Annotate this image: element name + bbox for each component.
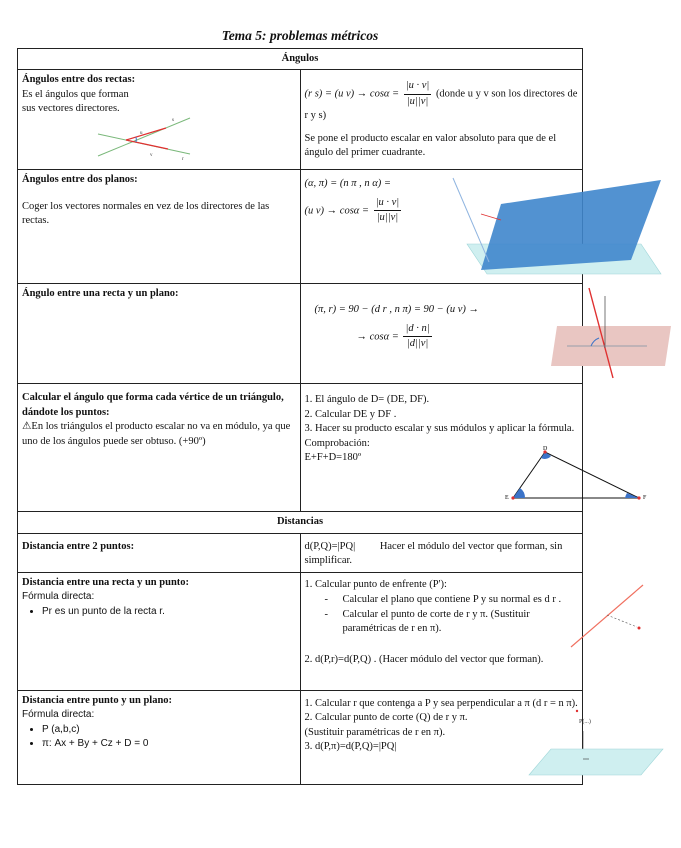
line-r: [571, 585, 643, 647]
row-triangulo-right: [300, 384, 646, 512]
row-heading: Ángulo entre una recta y un plano:: [22, 288, 179, 300]
triangle-figure: [501, 444, 651, 508]
row-heading: Ángulos entre dos rectas:: [22, 74, 136, 86]
list-item: • P (a,b,c): [42, 723, 296, 737]
formula-lhs: (r s) = (u v) → cosα =: [304, 88, 400, 100]
warning-text: ⚠En los triángulos el producto escalar no va en módulo, ya que uno de los ángulos puede ser obtuso. (+90º): [22, 421, 291, 447]
fraction-den: |d||v|: [406, 338, 429, 350]
formula: d(P,Q)=|PQ|: [304, 540, 356, 552]
label-s: s: [172, 118, 174, 124]
row-description: Es el ángulos que forman sus vectores directores.: [22, 88, 129, 115]
row-triangulo-left: [18, 384, 301, 512]
label-d: D: [542, 446, 547, 453]
row-dist-recta-punto-left: [18, 572, 301, 690]
fraction: [403, 322, 431, 352]
row-angulo-recta-plano-right: [300, 284, 583, 384]
angle-f: [625, 493, 639, 498]
section-header-angulos: Ángulos: [18, 49, 583, 70]
point-plane-figure: [523, 699, 673, 779]
label-v: v: [150, 153, 153, 159]
list-item: - Calcular el plano que contiene P y su normal es d r .: [325, 593, 579, 607]
point-p: [637, 626, 640, 629]
page-title: Tema 5: problemas métricos: [221, 28, 379, 43]
step-1: 1. Calcular r que contenga a P y sea perpendicular a π (d r = n π).: [304, 697, 578, 709]
row-angulo-planos-left: [18, 170, 301, 284]
row-heading: Distancia entre una recta y un punto:: [22, 576, 190, 588]
step-3: 3. d(P,π)=d(P,Q)=|PQ|: [304, 741, 397, 753]
content-table: [17, 48, 646, 785]
fraction-num: |d · n|: [403, 322, 431, 337]
row-dist-recta-punto-right: [300, 572, 583, 690]
step-3: 3. Hacer su producto escalar y sus módulos y aplicar la fórmula.: [304, 423, 575, 435]
fraction-num: |u · v|: [404, 79, 432, 94]
step-2: 2. Calcular punto de corte (Q) de r y π.: [304, 712, 468, 724]
line-plane-figure: [547, 286, 677, 380]
formula-lhs: (u v) → cosα =: [304, 205, 369, 217]
row-dist-puntos-left: [18, 533, 301, 572]
row-angulo-recta-plano-left: [18, 284, 301, 384]
vector-v: [126, 140, 168, 149]
step-2: 2. d(P,r)=d(P,Q) . (Hacer módulo del vector que forman).: [304, 653, 544, 665]
formula-line2: [357, 322, 579, 352]
note-text: Se pone el producto escalar en valor absoluto para que de el ángulo del primer cuadrante.: [304, 132, 557, 159]
label-f: F: [642, 495, 646, 502]
bullet-list: [36, 605, 296, 619]
point-p-dot: [575, 710, 577, 712]
list-item: - Calcular el punto de corte de r y π. (Sustituir paramétricas de r en π).: [325, 608, 573, 637]
row-heading: Distancia entre punto y un plano:: [22, 694, 173, 706]
vector-u: [126, 128, 166, 140]
formula-line1: (α, π) = (n π , n α) =: [304, 178, 391, 190]
label-e: E: [504, 495, 509, 502]
bullet-list: [36, 723, 296, 751]
label-r: r: [182, 157, 184, 163]
fraction-den: |u||v|: [376, 212, 399, 224]
dash-list: [325, 593, 579, 636]
row-heading: Calcular el ángulo que forma cada vértice de un triángulo, dándote los puntos:: [22, 392, 284, 418]
row-sub: Fórmula directa:: [22, 709, 95, 721]
formula-lhs: → cosα =: [356, 331, 399, 343]
perpendicular: [607, 615, 637, 627]
row-heading: Distancia entre 2 puntos:: [22, 540, 135, 552]
row-description: Coger los vectores normales en vez de los directores de las rectas.: [22, 200, 270, 227]
step-1: 1. El ángulo de D= (DE, DF).: [304, 394, 430, 406]
row-angulo-planos-right: [300, 170, 583, 284]
line-point-figure: [563, 581, 663, 651]
row-description: Hacer el módulo del vector que forman, sin simplificar.: [304, 540, 563, 567]
row-sub: Fórmula directa:: [22, 591, 95, 603]
step-2: 2. Calcular DE y DF .: [304, 408, 397, 420]
section-header-distancias: Distancias: [18, 512, 583, 533]
formula-angle-lines: [305, 79, 579, 123]
label-u: u: [140, 131, 143, 137]
two-lines-figure: [96, 108, 192, 166]
step-1: 1. Calcular punto de enfrente (P'):: [304, 578, 447, 590]
point-e: [511, 497, 514, 500]
list-item: • π: Ax + By + Cz + D = 0: [42, 737, 296, 751]
triangle: [513, 452, 639, 498]
list-item: • Pr es un punto de la recta r.: [42, 605, 296, 619]
angle-e: [513, 488, 525, 498]
light-plane: [529, 749, 663, 775]
two-planes-figure: [441, 174, 681, 278]
row-heading: Ángulos entre dos planos:: [22, 174, 138, 186]
fraction-num: |u · v|: [374, 196, 402, 211]
row-dist-punto-plano-left: [18, 690, 301, 784]
formula-line1: (π, r) = 90 − (d r , n π) = 90 − (u v) →: [314, 304, 480, 316]
step-2-note: (Sustituir paramétricas de r en π).: [304, 726, 446, 738]
label-p: P(...): [578, 718, 591, 725]
row-angulo-rectas-left: [18, 70, 301, 170]
check-value: E+F+D=180º: [304, 452, 362, 464]
point-f: [637, 497, 640, 500]
fraction: [404, 79, 432, 109]
formula-note: (donde u y v son los directores de r y s): [304, 88, 578, 122]
fraction: [374, 196, 402, 226]
fraction-den: |u||v|: [406, 95, 429, 107]
check-label: Comprobación:: [304, 437, 370, 449]
row-angulo-rectas-right: [300, 70, 583, 170]
row-dist-punto-plano-right: [300, 690, 591, 784]
row-dist-puntos-right: [300, 533, 583, 572]
